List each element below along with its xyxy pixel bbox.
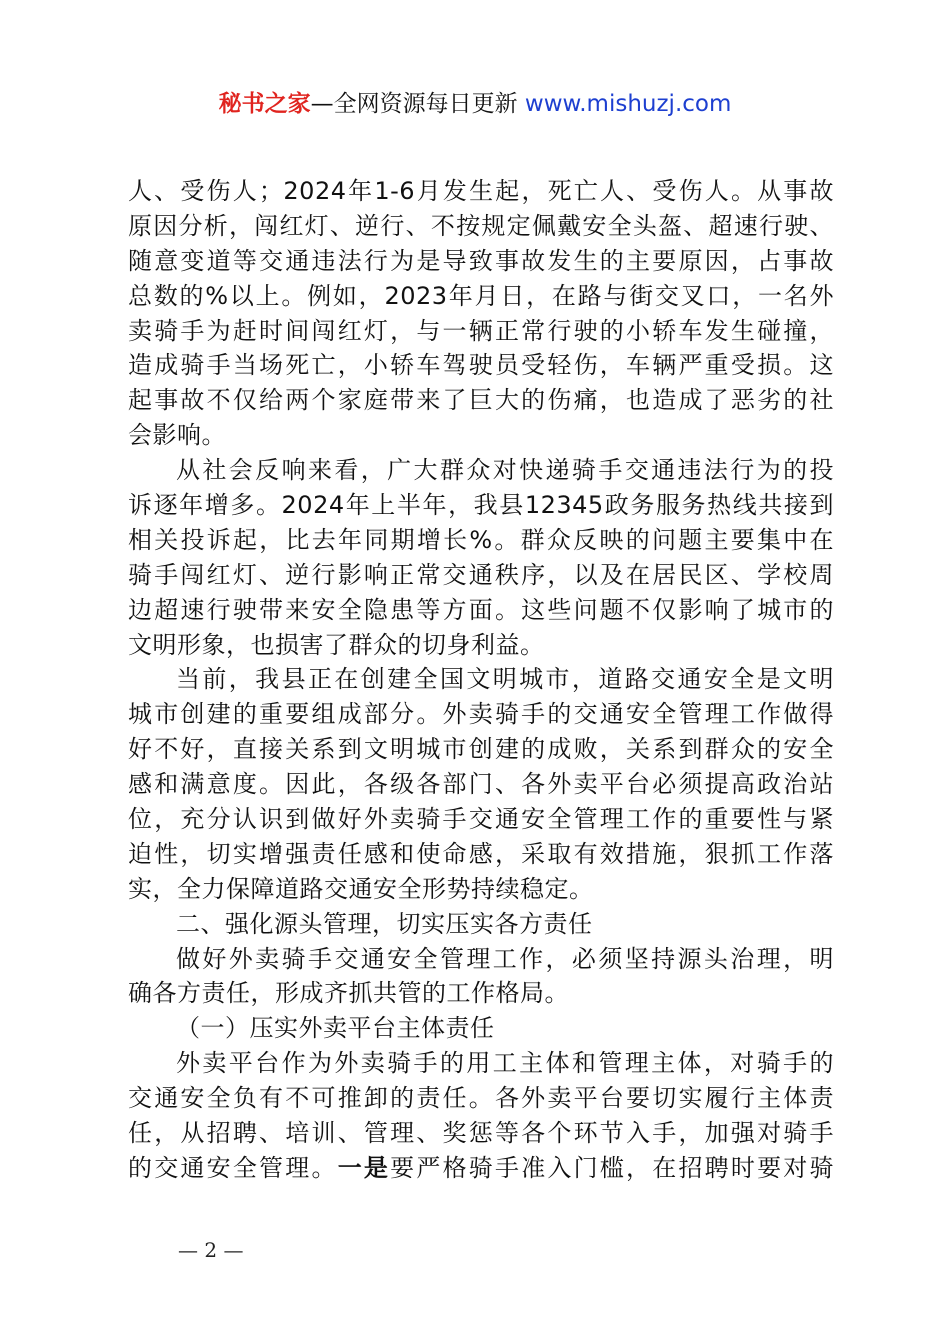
- header-tagline: —全网资源每日更新: [310, 91, 525, 117]
- body-line: 随意变道等交通违法行为是导致事故发生的主要原因，占事故: [128, 246, 834, 275]
- body-line: 外卖平台作为外卖骑手的用工主体和管理主体，对骑手的: [176, 1049, 834, 1078]
- body-line: 确各方责任，形成齐抓共管的工作格局。: [128, 979, 569, 1008]
- body-line: 实，全力保障道路交通安全形势持续稳定。: [128, 874, 594, 903]
- body-line: 造成骑手当场死亡，小轿车驾驶员受轻伤，车辆严重受损。这: [128, 351, 834, 380]
- body-line: 好不好，直接关系到文明城市创建的成败，关系到群众的安全: [128, 735, 834, 764]
- body-line-final: [128, 1151, 834, 1186]
- body-line: 卖骑手为赶时间闯红灯，与一辆正常行驶的小轿车发生碰撞，: [128, 316, 834, 345]
- body-line: 原因分析，闯红灯、逆行、不按规定佩戴安全头盔、超速行驶、: [128, 211, 834, 240]
- body-line: 位，充分认识到做好外卖骑手交通安全管理工作的重要性与紧: [128, 805, 834, 834]
- document-body: [128, 174, 834, 1186]
- subsection-heading: （一）压实外卖平台主体责任: [176, 1014, 495, 1043]
- emphasis-first-point: 一是: [337, 1153, 391, 1182]
- body-line: 迫性，切实增强责任感和使命感，采取有效措施，狠抓工作落: [128, 839, 834, 868]
- body-line: 做好外卖骑手交通安全管理工作，必须坚持源头治理，明: [176, 944, 834, 973]
- body-line: 边超速行驶带来安全隐患等方面。这些问题不仅影响了城市的: [128, 595, 834, 624]
- final-line-rest: 要严格骑手准入门槛，在招聘时要对骑: [390, 1153, 835, 1182]
- body-line: 起事故不仅给两个家庭带来了巨大的伤痛，也造成了恶劣的社: [128, 386, 834, 415]
- body-line: 任，从招聘、培训、管理、奖惩等各个环节入手，加强对骑手: [128, 1119, 834, 1148]
- body-line: 人、受伤人；2024年1-6月发生起，死亡人、受伤人。从事故: [128, 177, 834, 205]
- brand-name: 秘书之家: [218, 91, 311, 117]
- body-line: 骑手闯红灯、逆行影响正常交通秩序，以及在居民区、学校周: [128, 560, 834, 589]
- body-line: 诉逐年增多。2024年上半年，我县12345政务服务热线共接到: [128, 491, 834, 520]
- page-number: — 2 —: [178, 1238, 244, 1262]
- body-line: 会影响。: [128, 421, 226, 450]
- body-line: 文明形象，也损害了群众的切身利益。: [128, 630, 545, 659]
- body-line: 感和满意度。因此，各级各部门、各外卖平台必须提高政治站: [128, 770, 834, 799]
- body-line: 当前，我县正在创建全国文明城市，道路交通安全是文明: [176, 665, 834, 694]
- final-line-lead: 的交通安全管理。: [128, 1153, 338, 1182]
- section-heading: 二、强化源头管理，切实压实各方责任: [176, 909, 593, 938]
- body-line: 相关投诉起，比去年同期增长%。群众反映的问题主要集中在: [128, 525, 834, 554]
- body-line: 从社会反响来看，广大群众对快递骑手交通违法行为的投: [176, 456, 834, 485]
- site-header: [0, 88, 950, 120]
- body-line: 交通安全负有不可推卸的责任。各外卖平台要切实履行主体责: [128, 1084, 834, 1113]
- site-url-link[interactable]: www.mishuzj.com: [524, 91, 732, 117]
- body-line: 总数的%以上。例如，2023年月日，在路与街交叉口，一名外: [128, 281, 834, 310]
- body-line: 城市创建的重要组成部分。外卖骑手的交通安全管理工作做得: [128, 700, 834, 729]
